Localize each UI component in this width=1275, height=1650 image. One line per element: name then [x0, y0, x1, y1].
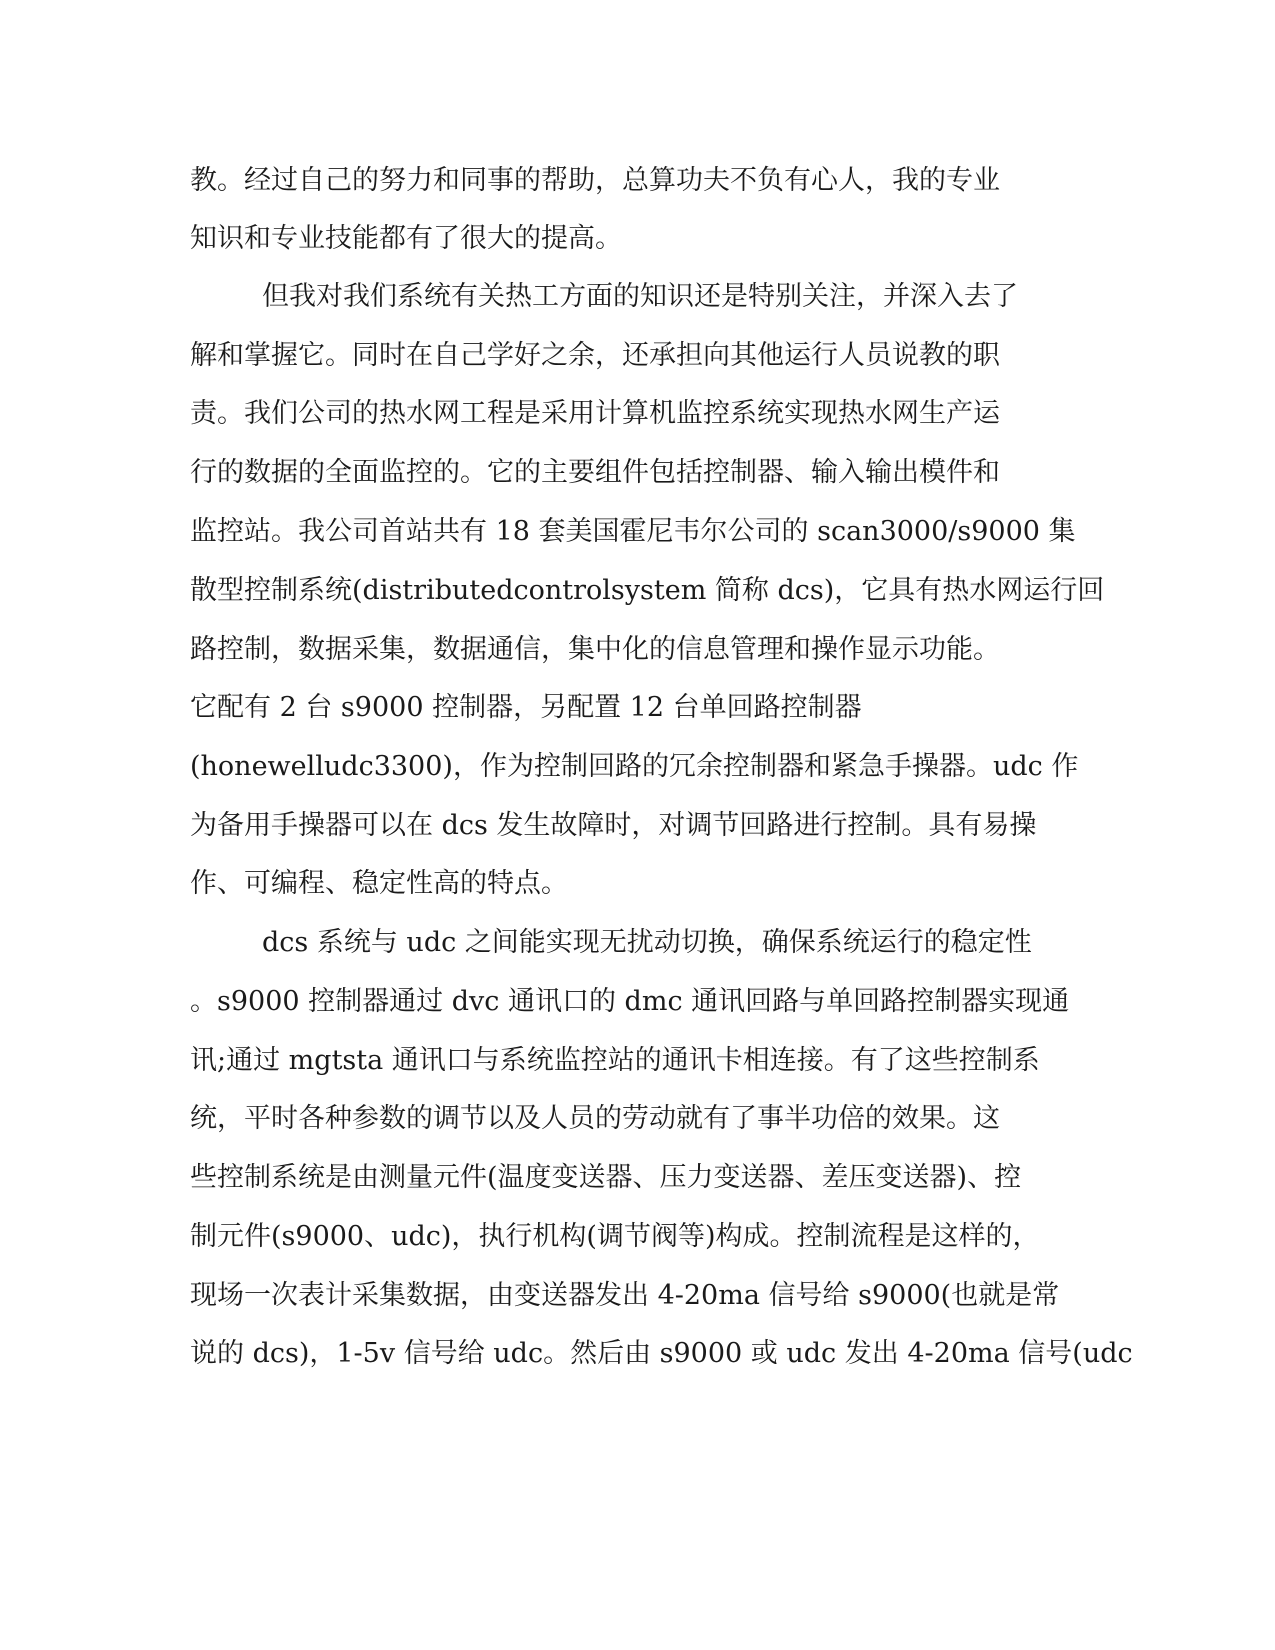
text-line: 监控站。我公司首站共有 18 套美国霍尼韦尔公司的 scan3000/s9000 集	[190, 516, 1076, 547]
text-line: 现场一次表计采集数据，由变送器发出 4-20ma 信号给 s9000(也就是常	[190, 1280, 1060, 1311]
text-line: 解和掌握它。同时在自己学好之余，还承担向其他运行人员说教的职	[190, 340, 1000, 371]
text-line: 路控制，数据采集，数据通信，集中化的信息管理和操作显示功能。	[190, 634, 1000, 665]
text-line: (honewelludc3300)，作为控制回路的冗余控制器和紧急手操器。udc 作	[190, 751, 1079, 782]
text-line: 作、可编程、稳定性高的特点。	[190, 868, 568, 899]
text-line: 它配有 2 台 s9000 控制器，另配置 12 台单回路控制器	[190, 692, 862, 723]
text-line: 散型控制系统(distributedcontrolsystem 简称 dcs)，它具有热水网运行回	[190, 575, 1105, 606]
text-line: 些控制系统是由测量元件(温度变送器、压力变送器、差压变送器)、控	[190, 1162, 1022, 1193]
text-line: 为备用手操器可以在 dcs 发生故障时，对调节回路进行控制。具有易操	[190, 810, 1037, 841]
text-line: 教。经过自己的努力和同事的帮助，总算功夫不负有心人，我的专业	[190, 165, 1000, 196]
text-line: 说的 dcs)，1-5v 信号给 udc。然后由 s9000 或 udc 发出 4-20ma 信号(udc	[190, 1338, 1133, 1369]
text-line: 知识和专业技能都有了很大的提高。	[190, 223, 622, 254]
text-line: 责。我们公司的热水网工程是采用计算机监控系统实现热水网生产运	[190, 398, 1000, 429]
paragraph-start-line: 但我对我们系统有关热工方面的知识还是特别关注，并深入去了	[262, 281, 1018, 312]
text-line: 统，平时各种参数的调节以及人员的劳动就有了事半功倍的效果。这	[190, 1103, 1000, 1134]
text-line: 。s9000 控制器通过 dvc 通讯口的 dmc 通讯回路与单回路控制器实现通	[190, 986, 1070, 1017]
paragraph-start-line: dcs 系统与 udc 之间能实现无扰动切换，确保系统运行的稳定性	[262, 927, 1032, 958]
text-line: 行的数据的全面监控的。它的主要组件包括控制器、输入输出模件和	[190, 457, 1000, 488]
text-line: 讯;通过 mgtsta 通讯口与系统监控站的通讯卡相连接。有了这些控制系	[190, 1045, 1040, 1076]
text-line: 制元件(s9000、udc)，执行机构(调节阀等)构成。控制流程是这样的，	[190, 1221, 1040, 1252]
